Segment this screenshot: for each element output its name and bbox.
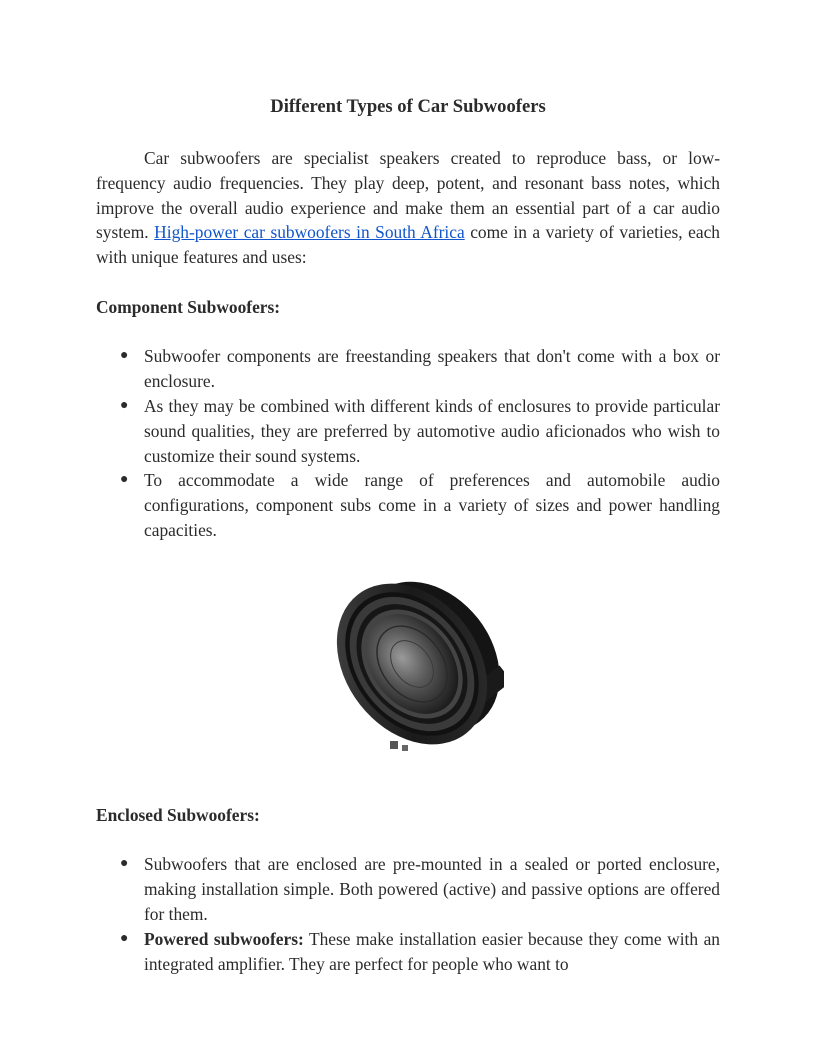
south-africa-subwoofers-link[interactable]: High-power car subwoofers in South Africa (154, 222, 465, 243)
list-item (96, 852, 720, 926)
bullet-icon: ● (120, 856, 129, 872)
list-item (96, 394, 720, 468)
list-item-bold-lead: Powered subwoofers: (144, 928, 304, 949)
list-item-text: As they may be combined with different kinds of enclosures to provide particular sound qualities, they are preferred by automotive audio aficionados who wish to customize their sound systems. (144, 395, 720, 466)
list-item (96, 468, 720, 542)
list-item-text: To accommodate a wide range of preferences and automobile audio configurations, component subs come in a variety of sizes and power handling capacities. (144, 470, 720, 540)
bullet-icon: ● (120, 397, 129, 413)
component-subwoofers-list (96, 344, 720, 542)
list-item (96, 927, 720, 977)
list-item-text: Subwoofer components are freestanding speakers that don't come with a box or enclosure. (144, 346, 720, 392)
intro-text-before-link: Car subwoofers are specialist speakers created to reproduce bass, or low-frequency audio frequencies. They play deep, potent, and resonant bass notes, which improve the overall audio experience and make them an essential part of a car audio system. (96, 148, 720, 243)
bullet-icon: ● (120, 472, 129, 488)
page-title: Different Types of Car Subwoofers (270, 96, 546, 117)
bullet-icon: ● (120, 930, 129, 946)
component-subwoofers-heading: Component Subwoofers: (96, 296, 281, 317)
enclosed-subwoofers-heading: Enclosed Subwoofers: (96, 804, 260, 825)
bullet-icon: ● (120, 348, 129, 364)
document-page (96, 94, 720, 976)
intro-paragraph (96, 146, 720, 270)
list-item-text: Subwoofers that are enclosed are pre-mounted in a sealed or ported enclosure, making installation simple. Both powered (active) and passive options are offered for them. (144, 854, 720, 924)
list-item (96, 344, 720, 394)
intro-text-after-link: come in a variety of varieties, each with unique features and uses: (96, 222, 721, 268)
enclosed-subwoofers-list (96, 852, 720, 976)
subwoofer-image (96, 569, 720, 801)
subwoofer-speaker-icon (320, 569, 504, 759)
list-item-text: These make installation easier because they come with an integrated amplifier. They are perfect for people who want to (144, 928, 720, 974)
